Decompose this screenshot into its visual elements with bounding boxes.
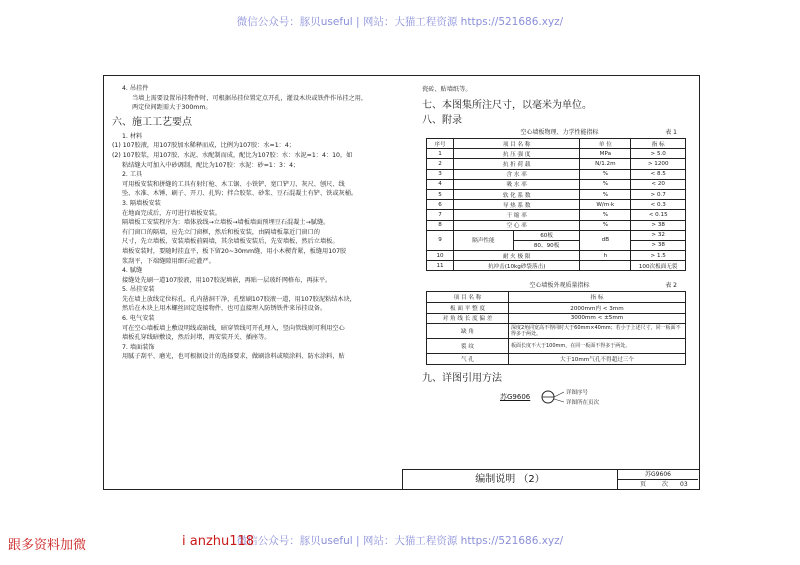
row-name: 吸 水 率	[454, 179, 580, 189]
row-value: > 38	[631, 240, 686, 250]
title-block	[402, 469, 699, 489]
table-row	[427, 261, 686, 271]
row-value: < 20	[631, 179, 686, 189]
table-row	[427, 324, 686, 339]
row-unit: %	[580, 220, 631, 230]
table-row	[427, 220, 686, 230]
row-value: 板面长度不大于100mm，在同一板面不得多于两处。	[509, 339, 686, 354]
row-no: 3	[427, 169, 454, 179]
row-no: 2	[427, 159, 454, 169]
text-line: 当墙上需要设置吊挂物件时，可根据吊挂位置定点开孔，灌设木块或铁件作吊挂之用，	[132, 94, 368, 102]
row-unit	[580, 261, 631, 271]
drawing-sheet	[103, 75, 700, 490]
row-unit: h	[580, 251, 631, 261]
table-row	[427, 210, 686, 220]
table-row	[427, 313, 686, 324]
row-name: 干 缩 率	[454, 210, 580, 220]
text-line: 墙板孔穿线暗敷设，然后封堵，再安装开关、插座等。	[122, 334, 271, 342]
table1-header-unit: 单 位	[580, 139, 631, 149]
right-column	[422, 86, 697, 410]
table-row	[427, 169, 686, 179]
row-name: 气 孔	[427, 354, 509, 365]
row-value: > 38	[631, 220, 686, 230]
table-row	[427, 230, 686, 240]
text-line: 有门窗口的隔墙，应先立门窗框，然后和板安装，由隔墙板靠近门窗口的	[122, 228, 320, 236]
reference-detail-label: 详图序号	[566, 389, 589, 396]
page-label: 页	[640, 481, 647, 488]
table-row	[427, 251, 686, 261]
row-subname: 60板	[513, 230, 580, 240]
table-row	[427, 159, 686, 169]
row-value: > 1.5	[631, 251, 686, 261]
row-value: 深度2角同宽高不得同时大于60mm×40mm；若小于上述尺寸，同一板面不得多于两处。	[509, 324, 686, 339]
row-value: 大于10mm气孔不得超过三个	[509, 354, 686, 365]
row-unit: %	[580, 179, 631, 189]
text-line: 5. 吊挂安装	[122, 286, 155, 294]
text-line: 坠、水准、木锤、刷子、开刀、扎钩；拌合胶浆、砂浆、豆石混凝土有铲、铁或灰桶。	[122, 190, 358, 198]
row-no: 6	[427, 200, 454, 210]
row-name: 缺 角	[427, 324, 509, 339]
text-line: 两定位间距需大于300mm。	[132, 104, 212, 112]
table-row	[427, 200, 686, 210]
construction-process-notes	[112, 132, 404, 362]
row-name: 软 化 系 数	[454, 189, 580, 199]
row-value: < 0.3	[631, 200, 686, 210]
row-name: 隔声性能	[454, 230, 514, 250]
row-no: 11	[427, 261, 454, 271]
hanging-fixture-notes	[112, 84, 404, 113]
text-line: 4. 腻缝	[122, 267, 143, 275]
atlas-code: 苏G9606	[618, 470, 698, 480]
row-no: 4	[427, 179, 454, 189]
row-name: 抗 折 荷 载	[454, 159, 580, 169]
row-subname: 80、90板	[513, 240, 580, 250]
text-line: 在地面完成后，方可进行墙板安装。	[122, 209, 221, 217]
row-no: 9	[427, 230, 454, 250]
text-line: 3. 隔墙板安装	[122, 199, 161, 207]
reference-page-label: 详图所在页次	[566, 399, 600, 406]
row-no: 1	[427, 149, 454, 159]
table2-title: 空心墙板外观质量指标	[529, 282, 590, 290]
text-line: 用腻子刮平、磨光，也可根据设计的选择要求，做刷涂料或喷涂料、防水涂料，贴	[122, 353, 345, 361]
table1-header-row	[427, 139, 686, 149]
section-7-title: 七、本图集所注尺寸，以毫米为单位。	[422, 100, 592, 111]
table-row	[427, 179, 686, 189]
row-unit: %	[580, 189, 631, 199]
row-name: 裂 纹	[427, 339, 509, 354]
page-cell	[618, 480, 698, 490]
row-value: > 32	[631, 230, 686, 240]
row-no: 5	[427, 189, 454, 199]
page-unit: 次	[662, 481, 669, 488]
row-no: 7	[427, 210, 454, 220]
row-name: 抗 压 强 度	[454, 149, 580, 159]
text-line: (1) 107胶液，用107胶加水稀释而成，比例为107胶：水=1：4；	[112, 142, 295, 150]
reference-code: 苏G9606	[500, 392, 531, 401]
text-line: 2. 工具	[122, 171, 143, 179]
row-no: 8	[427, 220, 454, 230]
watermark-top: 微信公众号：豚贝useful | 网站：大猫工程资源 https://521686.xyz/	[236, 16, 564, 28]
text-line: 粘结缝大可加入中砂调制，配比为107胶：水泥：砂=1：3：4；	[122, 161, 300, 169]
text-line: 接缝处先刷一道107胶液，用107胶泥填嵌，再贴一层玻纤网格布，再抹平。	[122, 276, 332, 284]
section-8-title: 八、附录	[422, 115, 462, 126]
table2-header-value: 指 标	[509, 292, 686, 303]
table-row	[427, 354, 686, 365]
row-unit: dB	[580, 230, 631, 250]
footer-contact-label: 跟多资料加微	[8, 538, 87, 553]
table1-body	[427, 149, 686, 271]
row-value: 100次板面无裂	[631, 261, 686, 271]
table2-caption	[422, 281, 697, 291]
table-row	[427, 189, 686, 199]
watermark-bottom: 微信公众号：豚贝useful | 网站：大猫工程资源 https://521686.xyz/	[236, 535, 564, 547]
text-line: 7. 墙面装饰	[122, 343, 155, 351]
row-name: 抗冲击(10kg砂袋落击)	[454, 261, 580, 271]
row-unit: MPa	[580, 149, 631, 159]
table2-number: 表 2	[665, 282, 677, 290]
row-value: 3000mm < ±5mm	[509, 313, 686, 324]
row-name: 板 面 平 整 度	[427, 303, 509, 314]
table1-header-value: 指 标	[631, 139, 686, 149]
table1-header-no: 序号	[427, 139, 454, 149]
text-line: 可在空心墙板墙上敷设明线或暗线，暗穿管线可开孔埋入，竖向管线则可利用空心	[122, 324, 345, 332]
row-no: 10	[427, 251, 454, 261]
table-row	[427, 339, 686, 354]
row-value: < 8.5	[631, 169, 686, 179]
text-line: 隔墙板工安装程序为：墙体放线→立墙板→墙板墙面预埋豆石混凝土→腻缝。	[122, 219, 330, 227]
table-row	[427, 303, 686, 314]
table-row	[427, 149, 686, 159]
row-name: 含 水 率	[454, 169, 580, 179]
right-top-line: 瓷砖、贴墙纸等。	[422, 86, 472, 93]
footer-contact-id: i anzhu118	[182, 534, 255, 549]
row-value: > 5.0	[631, 149, 686, 159]
table1-caption	[422, 128, 697, 138]
section-6-title: 六、施工工艺要点	[112, 116, 192, 128]
row-name: 空 心 率	[454, 220, 580, 230]
row-name: 对 角 线 长 度 偏 差	[427, 313, 509, 324]
text-line: 浆刮平，下端缝隙用细石砼灌严。	[122, 257, 215, 265]
section-9-title: 九、详图引用方法	[422, 372, 502, 384]
row-unit: %	[580, 169, 631, 179]
text-line: 4. 吊挂件	[122, 85, 149, 92]
text-line: 墙板安装时，要随时挂直平，板下留20~30mm缝，用小木楔背紧，板缝用107胶	[122, 247, 347, 255]
table1-number: 表 1	[665, 129, 677, 136]
sheet-title: 编制说明 （2）	[403, 470, 618, 490]
row-name: 耐 火 极 限	[454, 251, 580, 261]
table1-header-name: 项 目 名 称	[454, 139, 580, 149]
row-name: 导 热 系 数	[454, 200, 580, 210]
table2-header-name: 项 目 名 称	[427, 292, 509, 303]
text-line: 先在墙上放线定位标孔，孔内凿洞干净，孔壁刷107胶液一道，用107胶泥粘结木块，	[122, 295, 356, 303]
row-unit: %	[580, 210, 631, 220]
left-column	[112, 84, 404, 362]
page-number: 03	[680, 481, 688, 488]
reference-method	[422, 386, 697, 410]
properties-table	[426, 138, 686, 271]
table2-header-row	[427, 292, 686, 303]
row-value: < 0.15	[631, 210, 686, 220]
text-line: 尺寸，先立墙板，安装墙板前隔墙，其余墙板安装后，先安墙板，然后立墙板。	[122, 238, 339, 246]
text-line: (2) 107胶浆，用107胶、水泥、水配制而成，配比为107胶：水：水泥=1：4：10，如	[112, 151, 353, 159]
text-line: 1. 材料	[122, 132, 143, 140]
row-unit: W/m·k	[580, 200, 631, 210]
row-value: 2000mm内 < 3mm	[509, 303, 686, 314]
text-line: 然后在木块上用木螺丝固定连接物件，也可直接埋入防锈铁件来吊挂设备。	[122, 305, 327, 313]
text-line: 6. 电气安装	[122, 315, 155, 323]
row-value: > 1200	[631, 159, 686, 169]
row-value: > 0.7	[631, 189, 686, 199]
appearance-table	[426, 291, 686, 364]
text-line: 可用板安装和拼缝的工具有射钉枪、木工锯、小铁铲、宽口铲刀、灰尺、刨尺、线	[122, 180, 345, 188]
table2-body	[427, 303, 686, 365]
row-unit: N/1.2m	[580, 159, 631, 169]
table1-title: 空心墙板物理、力学性能指标	[520, 129, 599, 136]
